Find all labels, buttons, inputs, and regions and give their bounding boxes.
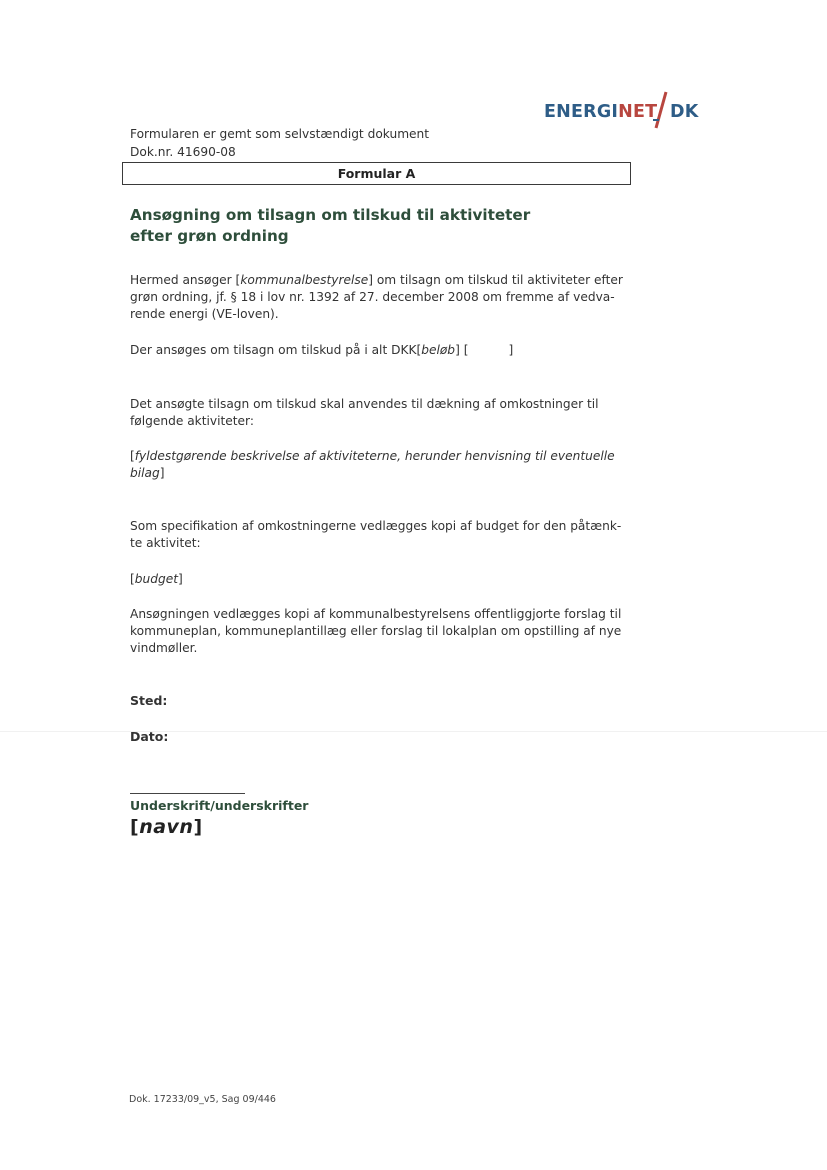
title-line-1: Ansøgning om tilsagn om tilskud til aktiviteter <box>130 206 531 224</box>
signature-label: Underskrift/underskrifter <box>130 798 309 813</box>
paragraph-activities-placeholder: [fyldestgørende beskrivelse af aktiviteterne, herunder henvisning til eventuelle bilag] <box>130 449 615 480</box>
paragraph-budget-intro: Som specifikation af omkostningerne vedlægges kopi af budget for den påtænk- te aktivitet: <box>130 519 622 550</box>
paragraph-activities-intro: Det ansøgte tilsagn om tilskud skal anvendes til dækning af omkostninger til følgende aktiviteter: <box>130 397 599 428</box>
sted-label: Sted: <box>130 693 168 708</box>
meta-line-1: Formularen er gemt som selvstændigt dokument <box>130 127 430 141</box>
placeholder-kommunalbestyrelse: kommunalbestyrelse <box>240 273 369 287</box>
page-title <box>130 205 610 247</box>
document-footer: Dok. 17233/09_v5, Sag 09/446 <box>129 1094 276 1105</box>
paragraph-attachments: Ansøgningen vedlægges kopi af kommunalbestyrelsens offentliggjorte forslag til kommuneplan, kommuneplantillæg eller forslag til lokalplan om opstilling af nye vindmøller. <box>130 607 622 655</box>
paragraph-amount: Der ansøges om tilsagn om tilskud på i alt DKK[beløb] [ ] <box>130 343 514 357</box>
form-title-box <box>122 162 631 185</box>
paragraph-applicant: Hermed ansøger [kommunalbestyrelse] om tilsagn om tilskud til aktiviteter efter grøn ordning, jf. § 18 i lov nr. 1392 af 27. december 2008 om fremme af vedva- rende energi (VE-loven). <box>130 273 623 321</box>
signature-name: [navn] <box>130 816 203 838</box>
paragraph-budget-placeholder: [budget] <box>130 572 183 586</box>
logo-dk: DK <box>670 102 699 122</box>
logo-text: ENERGINET <box>544 102 658 122</box>
title-line-2: efter grøn ordning <box>130 227 289 245</box>
slash-icon <box>650 90 672 130</box>
signature-line <box>130 793 245 794</box>
divider <box>0 731 827 732</box>
dato-label: Dato: <box>130 729 169 744</box>
placeholder-beloeb: beløb <box>421 343 456 357</box>
form-title: Formular A <box>337 166 416 181</box>
energinet-logo <box>544 98 704 132</box>
meta-line-2: Dok.nr. 41690-08 <box>130 145 236 159</box>
